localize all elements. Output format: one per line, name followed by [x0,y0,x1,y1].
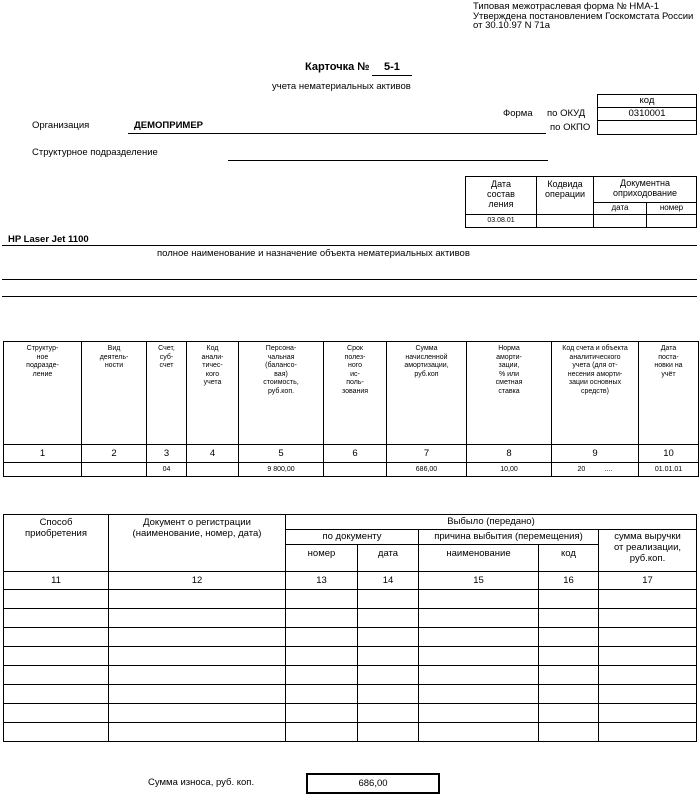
department-label: Структурное подразделение [32,147,158,158]
table-row[interactable] [4,685,697,704]
t1-header-5: Персона- чальная (балансо- вая) стоимость, руб.коп. [239,342,324,445]
okpo-label: по ОКПО [550,122,591,133]
depreciation-sum-label: Сумма износа, руб. коп. [148,777,255,788]
t2-num-12: 12 [109,572,286,590]
t1-val-4[interactable] [187,463,239,477]
doc-receipt-number-header: номер [647,203,697,215]
t2-num-16: 16 [539,572,599,590]
t2-header-bydoc: по документу [286,530,419,545]
t1-header-4: Код анали- тичес- кого учета [187,342,239,445]
t1-num-6: 6 [324,445,387,463]
t2-header-date: дата [358,545,419,572]
forma-label: Форма [503,108,533,119]
t2-num-11: 11 [4,572,109,590]
form-type-line2: Утверждена постановлением Госкомстата России [473,10,694,22]
t1-val-9[interactable]: 20 .... [552,463,639,477]
t2-header-name: наименование [419,545,539,572]
card-number: 5-1 [384,61,400,73]
okpo-value[interactable] [598,121,697,135]
t1-header-3: Счет, суб- счет [147,342,187,445]
t1-val-5[interactable]: 9 800,00 [239,463,324,477]
card-title-label: Карточка № [305,61,370,73]
form-type-note [473,2,693,31]
card-subtitle: учета нематериальных активов [272,81,411,92]
doc-date-header: Дата состав ления [466,177,537,215]
asset-name[interactable]: HP Laser Jet 1100 [8,234,89,245]
doc-receipt-header: Документна оприходование [594,177,697,203]
t1-num-1: 1 [4,445,82,463]
depreciation-sum-value[interactable]: 686,00 [306,773,440,794]
t2-num-14: 14 [358,572,419,590]
t1-num-2: 2 [82,445,147,463]
form-type-line1: Типовая межотраслевая форма № НМА-1 [473,1,659,12]
t1-header-6: Срок полез- ного ис- поль- зования [324,342,387,445]
t2-num-17: 17 [599,572,697,590]
doc-receipt-number-value[interactable] [647,215,697,228]
t2-num-15: 15 [419,572,539,590]
t1-header-8: Норма аморти- зации, % или сметная ставка [467,342,552,445]
doc-receipt-date-value[interactable] [594,215,647,228]
t1-num-8: 8 [467,445,552,463]
organization-value[interactable]: ДЕМОПРИМЕР [134,120,203,131]
table-row[interactable] [4,609,697,628]
asset-caption: полное наименование и назначение объекта нематериальных активов [157,248,470,259]
table-row[interactable] [4,590,697,609]
t1-num-7: 7 [387,445,467,463]
table-row[interactable] [4,647,697,666]
t2-header-method: Способ приобретения [4,515,109,572]
form-type-line3: от 30.10.97 N 71а [473,20,551,32]
t2-header-doc: Документ о регистрации (наименование, номер, дата) [109,515,286,572]
codes-header: код [598,95,697,108]
okud-value[interactable]: 0310001 [598,108,697,121]
t2-header-code: код [539,545,599,572]
doc-receipt-date-header: дата [594,203,647,215]
t1-header-7: Сумма начисленной амортизации, руб.коп [387,342,467,445]
t1-num-3: 3 [147,445,187,463]
disposal-table [3,514,697,742]
document-table [465,176,697,228]
t1-header-10: Дата поста- новки на учёт [639,342,699,445]
t1-val-2[interactable] [82,463,147,477]
doc-optype-value[interactable] [537,215,594,228]
t1-header-2: Вид деятель- ности [82,342,147,445]
codes-table [597,94,697,135]
t1-num-4: 4 [187,445,239,463]
t1-val-3[interactable]: 04 [147,463,187,477]
doc-optype-header: Кодвида операции [537,177,594,215]
t1-val-6[interactable] [324,463,387,477]
t2-num-13: 13 [286,572,358,590]
t1-header-1: Структур- ное подразде- ление [4,342,82,445]
t1-num-10: 10 [639,445,699,463]
okud-label: по ОКУД [547,108,586,119]
t1-header-9: Код счета и объекта аналитического учета (для от- несения аморти- зации основных средств) [552,342,639,445]
t1-val-8[interactable]: 10,00 [467,463,552,477]
t2-header-sum: сумма выручки от реализации, руб.коп. [599,530,697,572]
t1-num-9: 9 [552,445,639,463]
t1-num-5: 5 [239,445,324,463]
t1-val-10[interactable]: 01.01.01 [639,463,699,477]
t1-val-7[interactable]: 686,00 [387,463,467,477]
table-row[interactable] [4,628,697,647]
t2-header-out: Выбыло (передано) [286,515,697,530]
organization-label: Организация [32,120,90,131]
asset-details-table [3,341,699,477]
table-row[interactable] [4,666,697,685]
t1-val-1[interactable] [4,463,82,477]
table-row[interactable] [4,723,697,742]
table-row[interactable] [4,704,697,723]
t2-header-num: номер [286,545,358,572]
doc-date-value[interactable]: 03.08.01 [466,215,537,228]
t2-header-reason: причина выбытия (перемещения) [419,530,599,545]
